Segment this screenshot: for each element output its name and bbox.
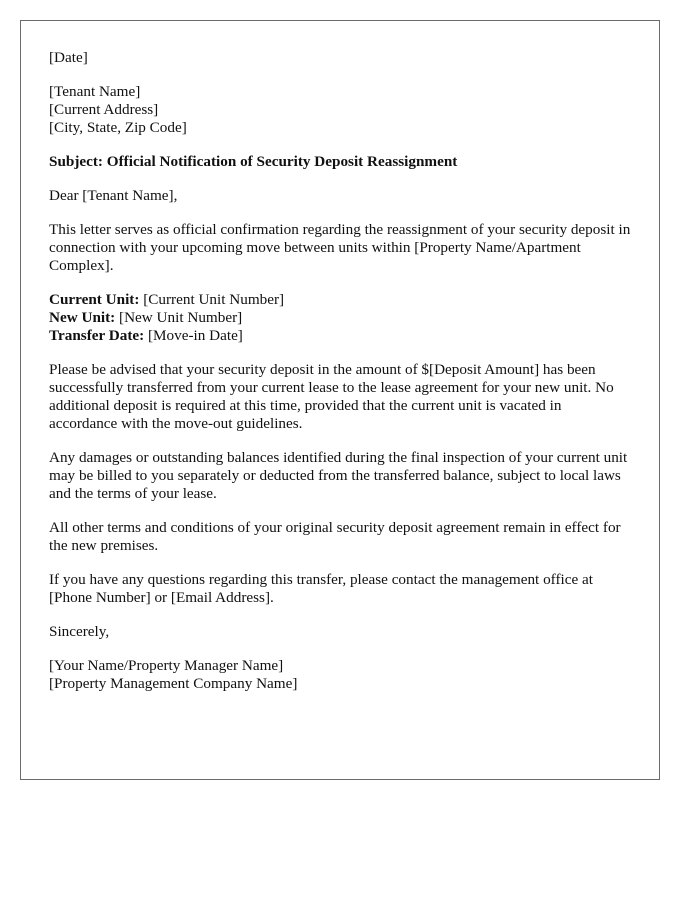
terms-paragraph: All other terms and conditions of your original security deposit agreement remain in effect for the new premises. xyxy=(49,519,621,554)
new-unit-line xyxy=(49,309,631,327)
letter-date: [Date] xyxy=(49,49,88,66)
letter-closing: Sincerely, xyxy=(49,623,110,640)
transfer-date-label: Transfer Date: xyxy=(49,327,145,344)
new-unit-label: New Unit: xyxy=(49,309,116,326)
transfer-date-value: [Move-in Date] xyxy=(144,327,243,344)
current-unit-value: [Current Unit Number] xyxy=(139,291,285,308)
current-unit-label: Current Unit: xyxy=(49,291,140,308)
signature-block xyxy=(49,657,631,693)
recipient-address: [Current Address] xyxy=(49,101,159,118)
letter-intro-paragraph: This letter serves as official confirmation regarding the reassignment of your security deposit in connection with your upcoming move between units within [Property Name/Apartment Complex]. xyxy=(49,221,631,274)
letter-document xyxy=(20,20,660,780)
signature-company: [Property Management Company Name] xyxy=(49,675,298,692)
damages-paragraph: Any damages or outstanding balances identified during the final inspection of your current unit may be billed to you separately or deducted from the transferred balance, subject to local laws and the terms of your lease. xyxy=(49,449,628,502)
letter-salutation: Dear [Tenant Name], xyxy=(49,187,178,204)
contact-paragraph: If you have any questions regarding this transfer, please contact the management office at [Phone Number] or [Email Address]. xyxy=(49,571,593,606)
recipient-city-state-zip: [City, State, Zip Code] xyxy=(49,119,187,136)
recipient-block xyxy=(49,83,631,137)
transfer-details-block xyxy=(49,291,631,345)
transfer-paragraph: Please be advised that your security deposit in the amount of $[Deposit Amount] has been successfully transferred from your current lease to the lease agreement for your new unit. No additional deposit is required at this time, provided that the current unit is vacated in accordance with the move-out guidelines. xyxy=(49,361,614,432)
transfer-date-line xyxy=(49,327,631,345)
signature-name: [Your Name/Property Manager Name] xyxy=(49,657,284,674)
new-unit-value: [New Unit Number] xyxy=(115,309,243,326)
letter-subject: Subject: Official Notification of Security Deposit Reassignment xyxy=(49,153,458,170)
recipient-name: [Tenant Name] xyxy=(49,83,141,100)
current-unit-line xyxy=(49,291,631,309)
